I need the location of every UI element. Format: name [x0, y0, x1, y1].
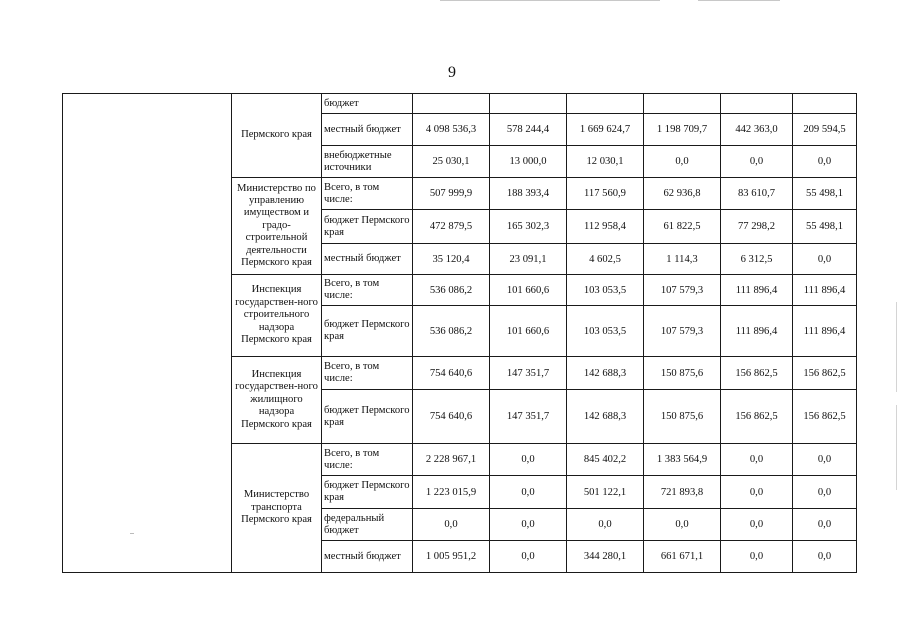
amount-cell: 111 896,4 — [721, 306, 793, 357]
amount-cell: 156 862,5 — [721, 390, 793, 444]
amount-cell: 101 660,6 — [490, 275, 567, 306]
amount-cell — [567, 94, 644, 114]
funding-source-cell: местный бюджет — [322, 541, 413, 573]
amount-cell: 1 198 709,7 — [644, 114, 721, 146]
amount-cell: 0,0 — [490, 541, 567, 573]
amount-cell: 0,0 — [490, 444, 567, 476]
amount-cell: 0,0 — [793, 244, 857, 275]
amount-cell: 1 114,3 — [644, 244, 721, 275]
amount-cell: 103 053,5 — [567, 275, 644, 306]
amount-cell: 6 312,5 — [721, 244, 793, 275]
amount-cell: 0,0 — [721, 541, 793, 573]
amount-cell: 0,0 — [793, 146, 857, 178]
funding-source-cell: бюджет Пермского края — [322, 476, 413, 509]
amount-cell: 112 958,4 — [567, 210, 644, 244]
amount-cell: 111 896,4 — [721, 275, 793, 306]
amount-cell: 4 602,5 — [567, 244, 644, 275]
amount-cell: 13 000,0 — [490, 146, 567, 178]
amount-cell: 147 351,7 — [490, 390, 567, 444]
amount-cell: 77 298,2 — [721, 210, 793, 244]
funding-source-cell: Всего, в том числе: — [322, 178, 413, 210]
scan-edge-mark — [896, 405, 897, 490]
amount-cell: 107 579,3 — [644, 306, 721, 357]
amount-cell: 209 594,5 — [793, 114, 857, 146]
amount-cell: 147 351,7 — [490, 357, 567, 390]
amount-cell: 1 669 624,7 — [567, 114, 644, 146]
amount-cell: 578 244,4 — [490, 114, 567, 146]
amount-cell: 845 402,2 — [567, 444, 644, 476]
funding-source-cell: внебюджетные источники — [322, 146, 413, 178]
amount-cell: 0,0 — [793, 509, 857, 541]
amount-cell: 2 228 967,1 — [413, 444, 490, 476]
amount-cell: 165 302,3 — [490, 210, 567, 244]
amount-cell: 142 688,3 — [567, 357, 644, 390]
amount-cell: 117 560,9 — [567, 178, 644, 210]
amount-cell: 55 498,1 — [793, 210, 857, 244]
amount-cell: 61 822,5 — [644, 210, 721, 244]
amount-cell: 536 086,2 — [413, 306, 490, 357]
scan-artifact-line — [440, 0, 660, 1]
amount-cell: 107 579,3 — [644, 275, 721, 306]
funding-source-cell: бюджет Пермского края — [322, 210, 413, 244]
amount-cell: 0,0 — [721, 509, 793, 541]
amount-cell: 23 091,1 — [490, 244, 567, 275]
amount-cell: 0,0 — [644, 509, 721, 541]
amount-cell: 1 223 015,9 — [413, 476, 490, 509]
funding-source-cell: Всего, в том числе: — [322, 444, 413, 476]
budget-table — [62, 93, 857, 573]
amount-cell — [644, 94, 721, 114]
amount-cell: 0,0 — [793, 444, 857, 476]
amount-cell: 0,0 — [793, 541, 857, 573]
blank-column-cell — [63, 94, 232, 573]
amount-cell: 156 862,5 — [793, 357, 857, 390]
amount-cell: 721 893,8 — [644, 476, 721, 509]
amount-cell: 156 862,5 — [793, 390, 857, 444]
amount-cell: 1 383 564,9 — [644, 444, 721, 476]
amount-cell: 0,0 — [567, 509, 644, 541]
funding-source-cell: Всего, в том числе: — [322, 275, 413, 306]
amount-cell: 0,0 — [721, 476, 793, 509]
funding-source-cell: бюджет Пермского края — [322, 390, 413, 444]
amount-cell: 55 498,1 — [793, 178, 857, 210]
amount-cell: 0,0 — [721, 444, 793, 476]
amount-cell: 501 122,1 — [567, 476, 644, 509]
amount-cell: 111 896,4 — [793, 306, 857, 357]
amount-cell: 25 030,1 — [413, 146, 490, 178]
amount-cell: 344 280,1 — [567, 541, 644, 573]
amount-cell: 0,0 — [490, 476, 567, 509]
amount-cell: 150 875,6 — [644, 390, 721, 444]
amount-cell: 150 875,6 — [644, 357, 721, 390]
amount-cell: 1 005 951,2 — [413, 541, 490, 573]
amount-cell: 83 610,7 — [721, 178, 793, 210]
amount-cell: 142 688,3 — [567, 390, 644, 444]
funding-source-cell: местный бюджет — [322, 244, 413, 275]
scan-artifact-line — [698, 0, 780, 1]
amount-cell: 111 896,4 — [793, 275, 857, 306]
funding-source-cell: Всего, в том числе: — [322, 357, 413, 390]
organization-cell: Министерство по управлению имуществом и градо-строительной деятельности Пермского края — [232, 178, 322, 275]
amount-cell — [413, 94, 490, 114]
amount-cell: 0,0 — [490, 509, 567, 541]
amount-cell: 536 086,2 — [413, 275, 490, 306]
amount-cell: 0,0 — [644, 146, 721, 178]
amount-cell: 754 640,6 — [413, 390, 490, 444]
amount-cell: 62 936,8 — [644, 178, 721, 210]
organization-cell: Инспекция государствен-ного строительного надзора Пермского края — [232, 275, 322, 357]
amount-cell: 0,0 — [793, 476, 857, 509]
amount-cell: 101 660,6 — [490, 306, 567, 357]
organization-cell: Министерство транспорта Пермского края — [232, 444, 322, 573]
funding-source-cell: бюджет — [322, 94, 413, 114]
amount-cell: 754 640,6 — [413, 357, 490, 390]
amount-cell: 188 393,4 — [490, 178, 567, 210]
organization-cell: Пермского края — [232, 94, 322, 178]
amount-cell — [793, 94, 857, 114]
amount-cell: 661 671,1 — [644, 541, 721, 573]
amount-cell: 0,0 — [413, 509, 490, 541]
funding-source-cell: федеральный бюджет — [322, 509, 413, 541]
amount-cell: 35 120,4 — [413, 244, 490, 275]
amount-cell: 507 999,9 — [413, 178, 490, 210]
amount-cell: 12 030,1 — [567, 146, 644, 178]
funding-source-cell: бюджет Пермского края — [322, 306, 413, 357]
amount-cell: 442 363,0 — [721, 114, 793, 146]
amount-cell — [721, 94, 793, 114]
amount-cell: 156 862,5 — [721, 357, 793, 390]
amount-cell: 103 053,5 — [567, 306, 644, 357]
page-number: 9 — [448, 64, 456, 81]
amount-cell: 0,0 — [721, 146, 793, 178]
amount-cell: 472 879,5 — [413, 210, 490, 244]
amount-cell: 4 098 536,3 — [413, 114, 490, 146]
amount-cell — [490, 94, 567, 114]
scan-edge-mark — [896, 302, 897, 392]
funding-source-cell: местный бюджет — [322, 114, 413, 146]
organization-cell: Инспекция государствен-ного жилищного надзора Пермского края — [232, 357, 322, 444]
table-row — [63, 94, 857, 114]
